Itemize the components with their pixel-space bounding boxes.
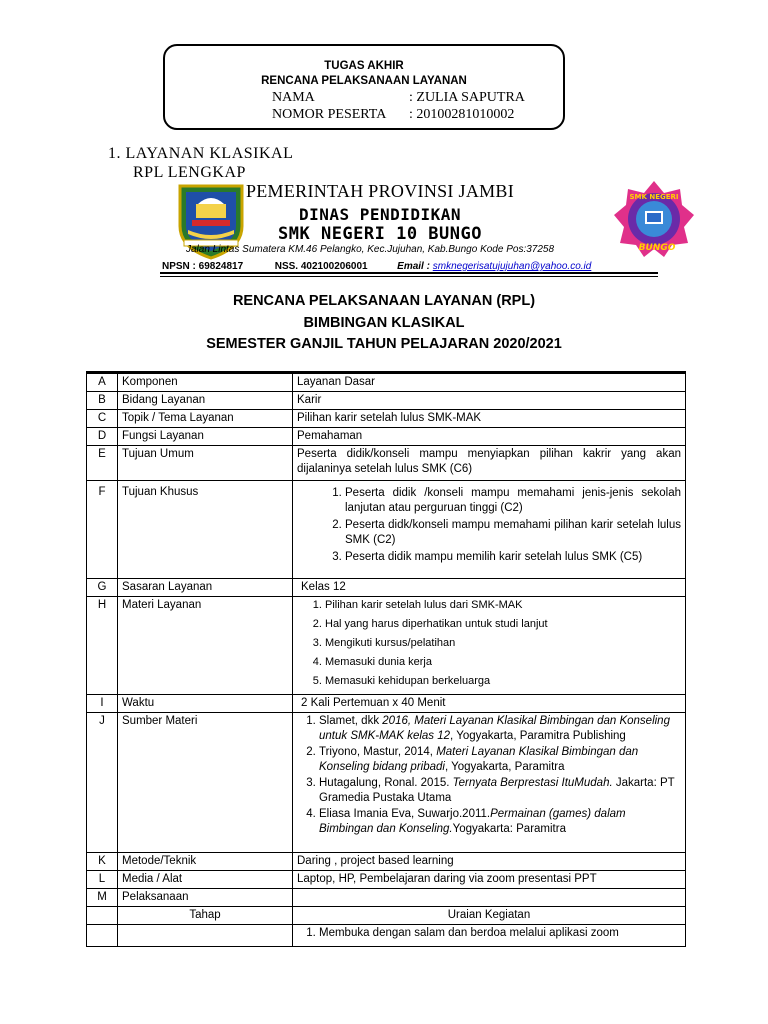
- row-label: Tujuan Khusus: [118, 481, 293, 579]
- right-logo-bottom-text: BUNGO: [638, 243, 676, 253]
- list-item: 3. Mengikuti kursus/pelatihan: [325, 636, 681, 651]
- row-value: 2 Kali Pertemuan x 40 Menit: [293, 695, 686, 713]
- npsn-line: [162, 261, 591, 272]
- school-line: SMK NEGERI 10 BUNGO: [278, 224, 482, 244]
- row-value: Kelas 12: [293, 579, 686, 597]
- row-code: F: [87, 481, 118, 579]
- name-label: NAMA: [272, 90, 315, 105]
- row-code: H: [87, 597, 118, 695]
- row-code: G: [87, 579, 118, 597]
- doc-title-line1: RENCANA PELAKSANAAN LAYANAN (RPL): [232, 293, 536, 309]
- list-item: 2. Hal yang harus diperhatikan untuk studi lanjut: [325, 617, 681, 632]
- row-label: Media / Alat: [118, 871, 293, 889]
- npsn: NPSN : 69824817: [162, 261, 244, 272]
- row-label: [118, 925, 293, 947]
- row-label: Topik / Tema Layanan: [118, 410, 293, 428]
- source-list: [297, 714, 681, 837]
- row-code: [87, 925, 118, 947]
- government-line: PEMERINTAH PROVINSI JAMBI: [245, 181, 515, 201]
- nss: NSS. 402100206001: [274, 261, 368, 272]
- row-code: J: [87, 713, 118, 853]
- participant-value: : 20100281010002: [409, 107, 515, 122]
- row-label: Komponen: [118, 373, 293, 392]
- agency-line: DINAS PENDIDIKAN: [298, 205, 462, 224]
- table-row: [87, 907, 686, 925]
- address-line: Jalan Lintas Sumatera KM.46 Pelangko, Kec.Jujuhan, Kab.Bungo Kode Pos:37258: [186, 244, 555, 255]
- table-row: [87, 597, 686, 695]
- table-row: [87, 925, 686, 947]
- row-value: Peserta didik/konseli mampu menyiapkan pilihan kakrir yang akan dijalaninya setelah lulus SMK (C6): [293, 446, 686, 481]
- letterhead-rule-thin: [160, 276, 658, 277]
- list-item: 1. Membuka dengan salam dan berdoa melalui aplikasi zoom: [319, 926, 681, 941]
- row-value: [293, 597, 686, 695]
- row-value: Karir: [293, 392, 686, 410]
- row-code: B: [87, 392, 118, 410]
- list-item: 2. Peserta didk/konseli mampu memahami pilihan karir setelah lulus SMK (C2): [345, 518, 681, 548]
- row-code: D: [87, 428, 118, 446]
- row-value: [293, 481, 686, 579]
- header-subtitle: RENCANA PELAKSANAAN LAYANAN: [261, 75, 467, 87]
- row-value: [293, 889, 686, 907]
- row-code: [87, 907, 118, 925]
- list-item: 1. Pilihan karir setelah lulus dari SMK-MAK: [325, 598, 681, 613]
- table-row: [87, 481, 686, 579]
- table-row: [87, 695, 686, 713]
- row-label: Waktu: [118, 695, 293, 713]
- table-row: [87, 446, 686, 481]
- row-value: Daring , project based learning: [293, 853, 686, 871]
- row-value: [293, 713, 686, 853]
- list-item: 5. Memasuki kehidupan berkeluarga: [325, 674, 681, 689]
- right-logo-top-text: SMK NEGERI: [629, 193, 679, 201]
- email-label: Email :: [397, 261, 430, 272]
- table-row: [87, 871, 686, 889]
- objective-list: [297, 486, 681, 565]
- row-label: Sasaran Layanan: [118, 579, 293, 597]
- table-row: [87, 392, 686, 410]
- list-item: 2. Triyono, Mastur, 2014, Materi Layanan Klasikal Bimbingan dan Konseling bidang pribadi, Yogyakarta, Paramitra: [319, 745, 681, 775]
- row-label: Materi Layanan: [118, 597, 293, 695]
- row-label: Pelaksanaan: [118, 889, 293, 907]
- table-row: [87, 373, 686, 392]
- row-code: E: [87, 446, 118, 481]
- row-value: Pemahaman: [293, 428, 686, 446]
- list-item: 1. Peserta didik /konseli mampu memahami jenis-jenis sekolah lanjutan atau perguruan tinggi (C2): [345, 486, 681, 516]
- activity-list: [297, 926, 681, 941]
- list-item: 3. Peserta didik mampu memilih karir setelah lulus SMK (C5): [345, 550, 681, 565]
- name-row: [272, 90, 525, 106]
- table-row: [87, 889, 686, 907]
- table-row: [87, 853, 686, 871]
- row-code: M: [87, 889, 118, 907]
- row-value: Layanan Dasar: [293, 373, 686, 392]
- participant-row: [272, 107, 514, 123]
- rpl-table: [86, 371, 686, 947]
- uraian-header: Uraian Kegiatan: [293, 907, 686, 925]
- doc-title-line3: SEMESTER GANJIL TAHUN PELAJARAN 2020/2021: [206, 336, 562, 352]
- email-link[interactable]: smknegerisatujujuhan@yahoo.co.id: [432, 261, 592, 272]
- table-row: [87, 428, 686, 446]
- list-item: 4. Memasuki dunia kerja: [325, 655, 681, 670]
- header-title: TUGAS AKHIR: [324, 60, 404, 72]
- material-list: [297, 598, 681, 689]
- row-value: Laptop, HP, Pembelajaran daring via zoom presentasi PPT: [293, 871, 686, 889]
- row-code: L: [87, 871, 118, 889]
- table-row: [87, 410, 686, 428]
- row-code: I: [87, 695, 118, 713]
- row-code: K: [87, 853, 118, 871]
- list-item: 3. Hutagalung, Ronal. 2015. Ternyata Berprestasi ItuMudah. Jakarta: PT Gramedia Pustaka Utama: [319, 776, 681, 806]
- row-code: A: [87, 373, 118, 392]
- participant-label: NOMOR PESERTA: [272, 107, 387, 122]
- row-label: Bidang Layanan: [118, 392, 293, 410]
- row-value: Pilihan karir setelah lulus SMK-MAK: [293, 410, 686, 428]
- letterhead-rule: [160, 272, 658, 274]
- doc-title-line2: BIMBINGAN KLASIKAL: [303, 315, 465, 331]
- row-label: Tujuan Umum: [118, 446, 293, 481]
- section-heading: 1. LAYANAN KLASIKAL: [108, 145, 294, 162]
- section-subheading: RPL LENGKAP: [133, 164, 246, 181]
- row-label: Metode/Teknik: [118, 853, 293, 871]
- list-item: 1. Slamet, dkk 2016, Materi Layanan Klasikal Bimbingan dan Konseling untuk SMK-MAK kelas 12, Yogyakarta, Paramitra Publishing: [319, 714, 681, 744]
- list-item: 4. Eliasa Imania Eva, Suwarjo.2011.Permainan (games) dalam Bimbingan dan Konseling.Yogyakarta: Paramitra: [319, 807, 681, 837]
- name-value: : ZULIA SAPUTRA: [409, 90, 525, 105]
- school-logo: [612, 179, 696, 259]
- row-code: C: [87, 410, 118, 428]
- row-label: Fungsi Layanan: [118, 428, 293, 446]
- table-row: [87, 713, 686, 853]
- tahap-header: Tahap: [118, 907, 293, 925]
- row-label: Sumber Materi: [118, 713, 293, 853]
- table-row: [87, 579, 686, 597]
- row-value: [293, 925, 686, 947]
